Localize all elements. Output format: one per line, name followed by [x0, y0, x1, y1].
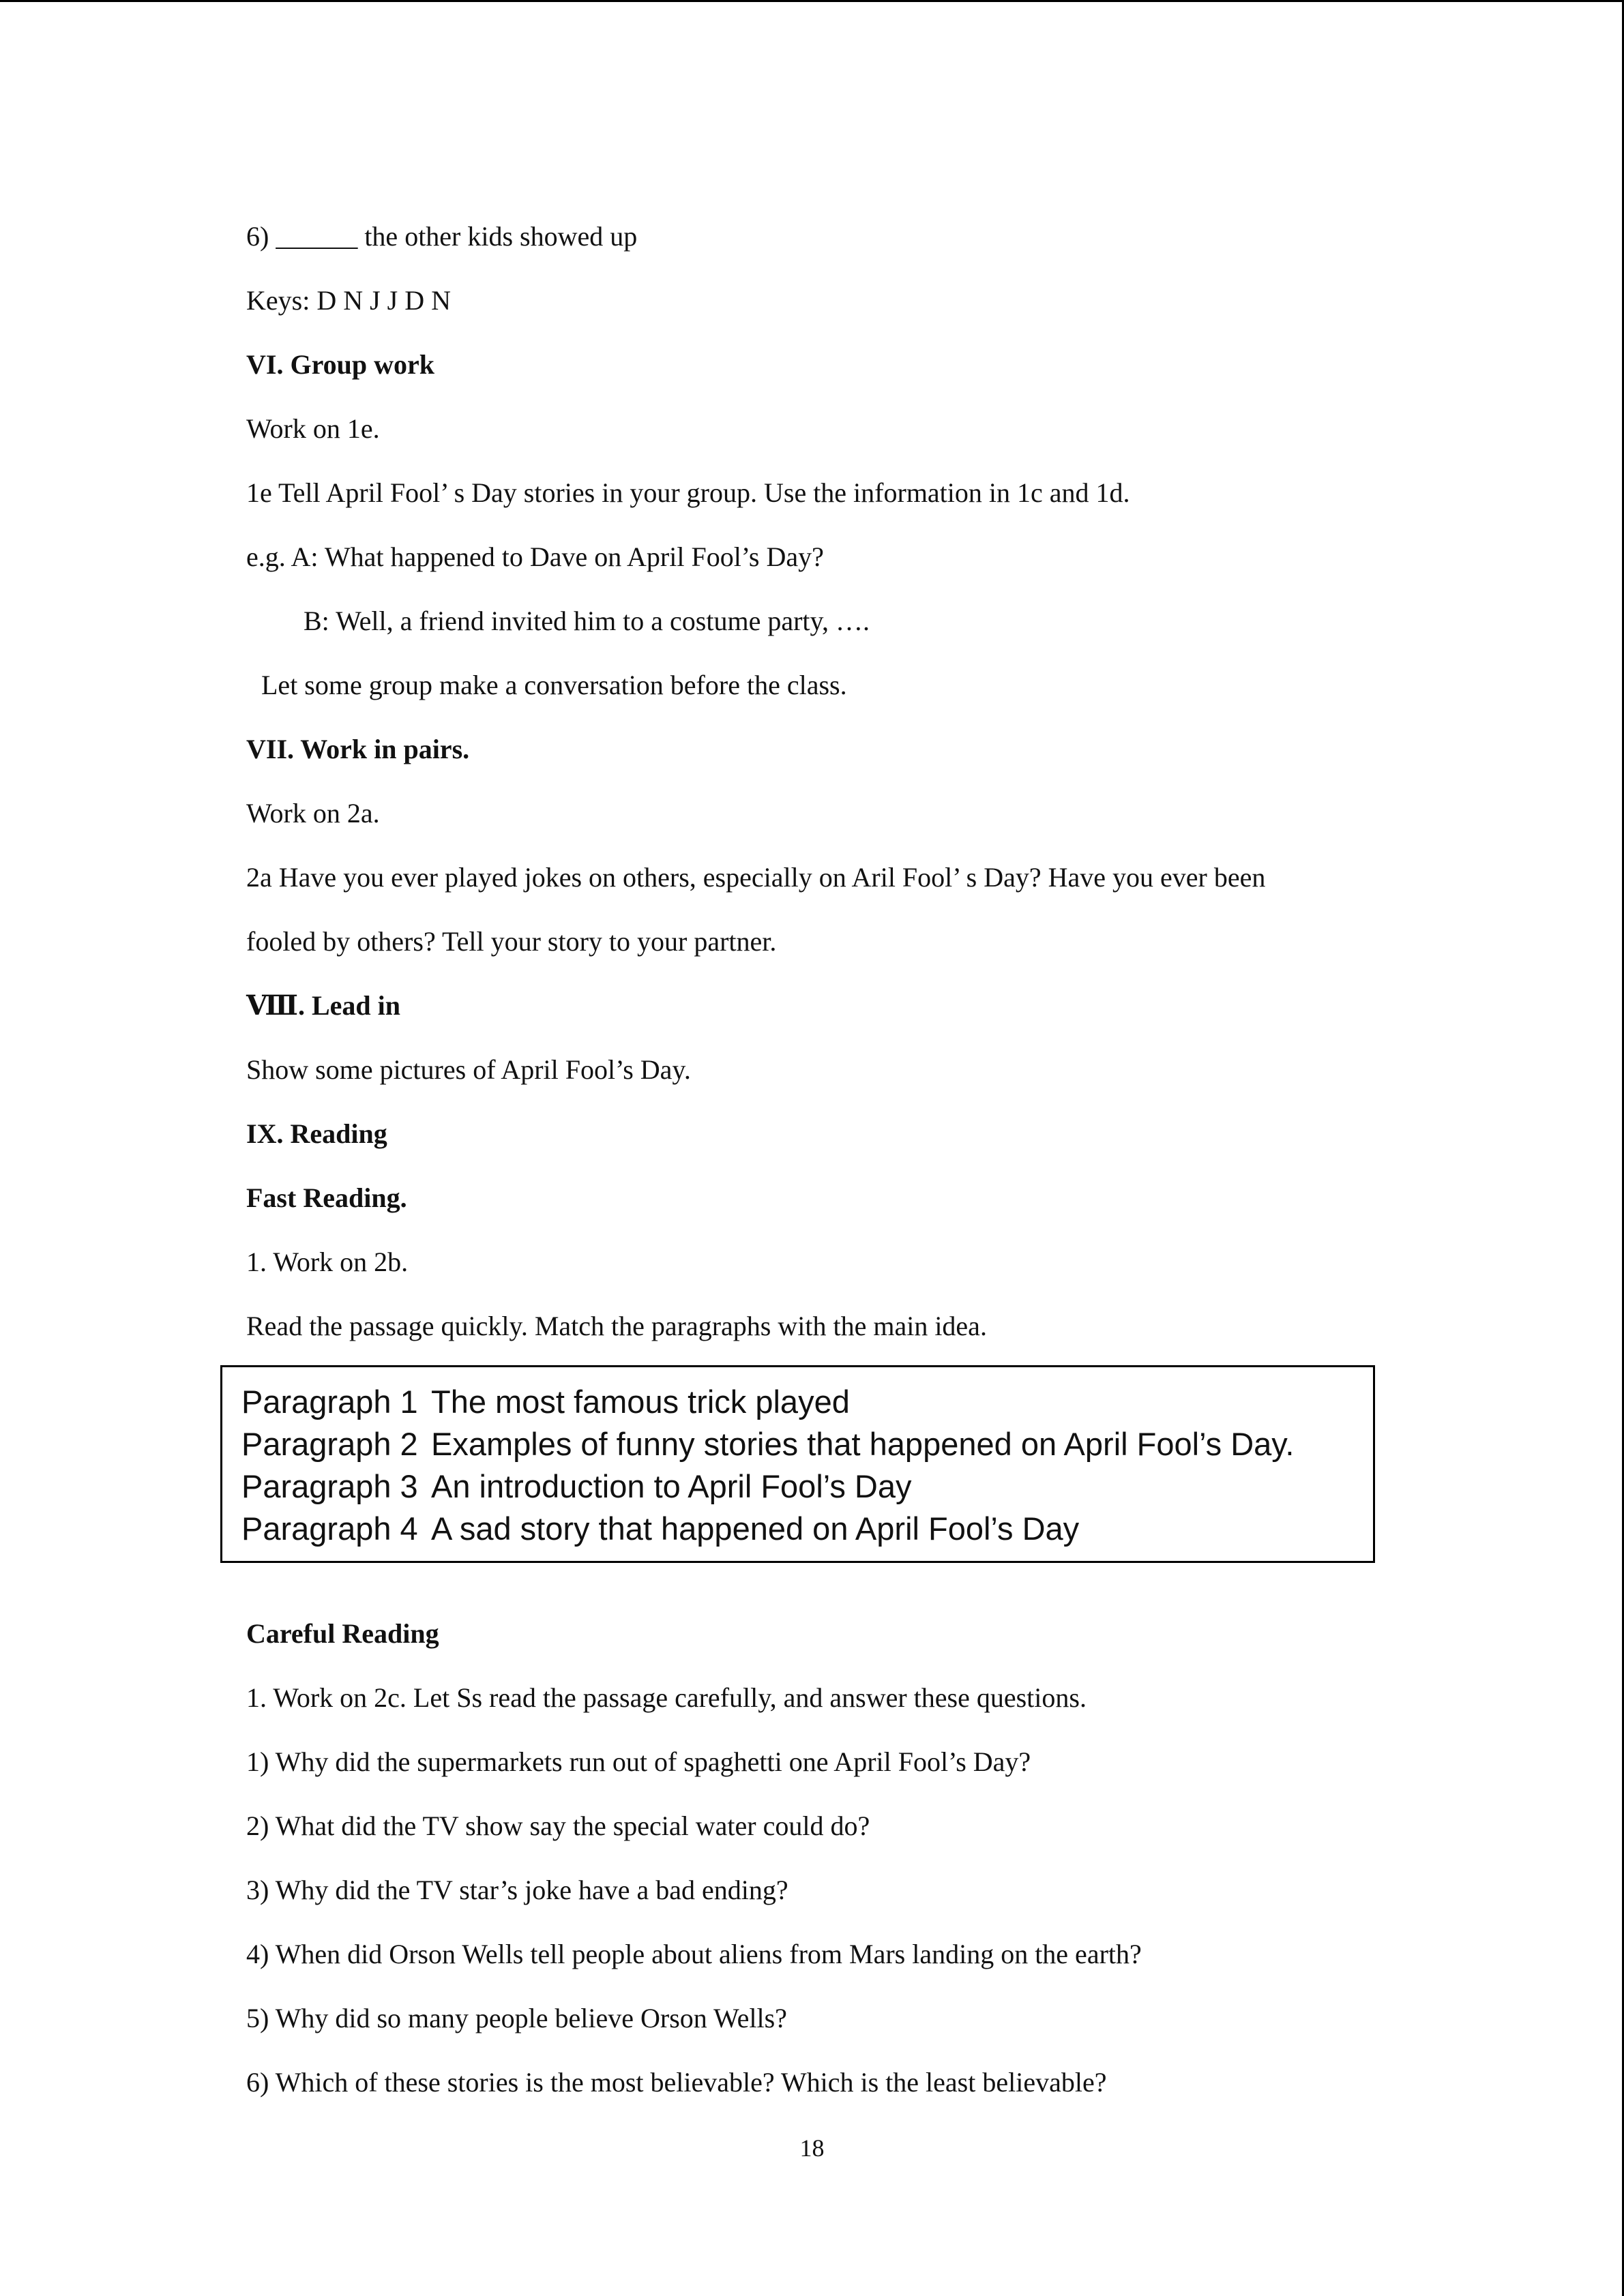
task-work-on-2b: 1. Work on 2b.: [246, 1247, 409, 1277]
example-dialogue-b: B: Well, a friend invited him to a costume party, ….: [304, 606, 870, 636]
task-2a-instruction-line2: fooled by others? Tell your story to your partner.: [246, 926, 777, 957]
section-heading-work-in-pairs: VII. Work in pairs.: [246, 734, 470, 764]
paragraph-label: Paragraph 4: [241, 1510, 418, 1547]
paragraph-row: [241, 1508, 1079, 1550]
paragraph-label: Paragraph 2: [241, 1426, 418, 1462]
paragraph-label: Paragraph 1: [241, 1384, 418, 1420]
task-work-on-1e: Work on 1e.: [246, 413, 380, 444]
subheading-fast-reading: Fast Reading.: [246, 1182, 407, 1213]
exercise-item-6: 6) ______ the other kids showed up: [246, 221, 638, 252]
answer-keys: Keys: D N J J D N: [246, 285, 451, 316]
paragraph-main-idea: The most famous trick played: [431, 1384, 850, 1420]
section-heading-group-work: VI. Group work: [246, 349, 434, 380]
group-conversation-note: Let some group make a conversation before the class.: [261, 670, 847, 700]
paragraph-row: [241, 1381, 850, 1423]
paragraph-matching-box: [220, 1365, 1375, 1563]
paragraph-main-idea: An introduction to April Fool’s Day: [431, 1468, 912, 1504]
subheading-careful-reading: Careful Reading: [246, 1618, 439, 1649]
question-item: 4) When did Orson Wells tell people about aliens from Mars landing on the earth?: [246, 1939, 1142, 1969]
question-item: 5) Why did so many people believe Orson Wells?: [246, 2003, 787, 2033]
paragraph-row: [241, 1423, 1294, 1465]
question-item: 2) What did the TV show say the special water could do?: [246, 1810, 870, 1841]
section-heading-lead-in: Ⅷ. Lead in: [246, 990, 401, 1021]
lead-in-instruction: Show some pictures of April Fool’s Day.: [246, 1054, 691, 1085]
document-body: [246, 205, 1406, 1358]
task-2b-instruction: Read the passage quickly. Match the paragraphs with the main idea.: [246, 1311, 987, 1341]
task-2c-instruction: 1. Work on 2c. Let Ss read the passage carefully, and answer these questions.: [246, 1682, 1087, 1713]
question-item: 3) Why did the TV star’s joke have a bad ending?: [246, 1875, 788, 1905]
paragraph-main-idea: A sad story that happened on April Fool’s Day: [431, 1510, 1080, 1547]
task-1e-instruction: 1e Tell April Fool’ s Day stories in your group. Use the information in 1c and 1d.: [246, 477, 1130, 508]
task-work-on-2a: Work on 2a.: [246, 798, 380, 829]
paragraph-main-idea: Examples of funny stories that happened on April Fool’s Day.: [431, 1426, 1295, 1462]
question-item: 1) Why did the supermarkets run out of spaghetti one April Fool’s Day?: [246, 1746, 1031, 1777]
task-2a-instruction-line1: 2a Have you ever played jokes on others, especially on Aril Fool’ s Day? Have you ever been: [246, 862, 1266, 893]
paragraph-label: Paragraph 3: [241, 1468, 418, 1504]
section-heading-reading: IX. Reading: [246, 1118, 387, 1149]
top-border-line: [0, 0, 1624, 2]
page-number: 18: [799, 2134, 825, 2162]
paragraph-row: [241, 1465, 912, 1508]
careful-reading-section: [246, 1602, 1406, 2115]
example-dialogue-a: e.g. A: What happened to Dave on April Fool’s Day?: [246, 541, 824, 572]
question-item: 6) Which of these stories is the most believable? Which is the least believable?: [246, 2067, 1107, 2098]
